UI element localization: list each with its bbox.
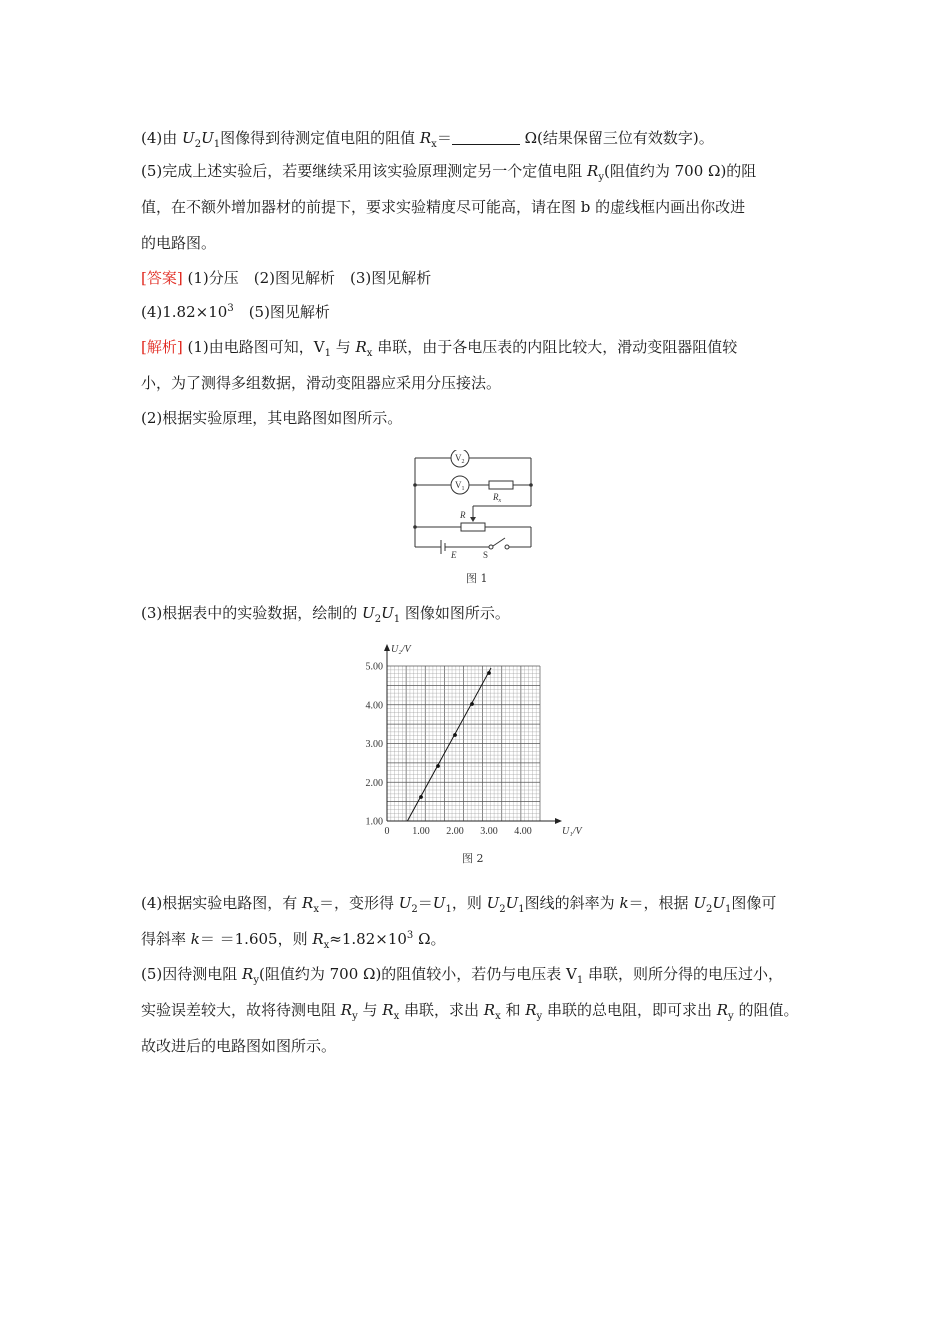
rheostat-r <box>461 523 485 531</box>
data-point <box>436 764 440 768</box>
svg-text:V1: $V_1$ <box>455 480 465 492</box>
svg-text:S: S <box>483 550 489 560</box>
data-point <box>470 702 474 706</box>
answer-tag: [答案] <box>141 269 183 287</box>
analysis-line-3: (2)根据实验原理，其电路图如图所示。 <box>141 409 403 427</box>
y-tick-label: 2.00 <box>365 777 383 789</box>
svg-text:Rx: $R_x$ <box>493 492 502 504</box>
y-axis-label: U₂/V <box>391 644 411 655</box>
x-tick-label: 0 <box>384 826 390 837</box>
analysis-4-line-2: 得斜率 k＝ ＝1.605，则 $R_x\approx 1.82\times 10^3$ Ω。 <box>141 930 446 951</box>
y-tick-label: 5.00 <box>365 661 383 673</box>
data-point <box>419 795 423 799</box>
question-5-line-3: 的电路图。 <box>141 234 217 252</box>
question-4: (4)由 $U_2U_1$图像得到待测定值电阻的阻值 $R_x= \Omega$(结果保留三位有效数字)。 <box>141 129 714 150</box>
resistor-rx <box>489 481 513 489</box>
analysis-5-line-2: 实验误差较大，故将待测电阻 $R_y$ 与 $R_x$ 串联，求出 $R_x$ 和 $R_y$ 串联的总电阻，即可求出 $R_y$ 的阻值。 <box>141 1001 799 1022</box>
data-point <box>453 733 457 737</box>
x-tick-label: 1.00 <box>412 826 430 837</box>
y-tick-label: 3.00 <box>365 739 383 750</box>
x-tick-label: 3.00 <box>480 826 498 837</box>
analysis-line-1: [解析] (1)由电路图可知，$V_1$ 与 $R_x$ 串联，由于各电压表的内阻比较大，滑动变阻器阻值较 <box>141 338 738 359</box>
x-tick-label: 4.00 <box>514 826 532 837</box>
x-axis-arrow <box>555 818 562 824</box>
analysis-5-line-3: 故改进后的电路图如图所示。 <box>141 1037 337 1055</box>
answer-line-1: [答案] (1)分压 (2)图见解析 (3)图见解析 <box>141 269 432 287</box>
svg-text:R: R <box>460 510 466 520</box>
analysis-line-2: 小，为了测得多组数据，滑动变阻器应采用分压接法。 <box>141 374 502 392</box>
analysis-line-4: (3)根据表中的实验数据，绘制的 $U_2U_1$ 图像如图所示。 <box>141 604 510 625</box>
data-point <box>487 671 491 675</box>
figure-1-caption: 图 1 <box>466 572 488 585</box>
analysis-5-line-1: (5)因待测电阻 $R_y$(阻值约为 700 Ω)的阻值较小，若仍与电压表 $V_1$ 串联，则所分得的电压过小， <box>141 965 784 986</box>
answer-blank[interactable] <box>452 130 520 145</box>
y-tick-label: 1.00 <box>365 816 383 828</box>
question-5-line-2: 值，在不额外增加器材的前提下，要求实验精度尽可能高，请在图 b 的虚线框内画出你改进 <box>141 198 746 216</box>
answer-line-2: $(4)1.82\times 10^3$ (5)图见解析 <box>141 303 330 321</box>
y-tick-label: 4.00 <box>365 700 383 712</box>
u2-u1-chart <box>345 640 605 845</box>
y-axis-arrow <box>384 644 390 651</box>
analysis-tag: [解析] <box>141 338 183 356</box>
x-tick-label: 2.00 <box>446 826 464 837</box>
figure-2-caption: 图 2 <box>462 852 484 865</box>
x-axis-label: U₁/V <box>562 826 582 837</box>
question-5-line-1: (5)完成上述实验后，若要继续采用该实验原理测定另一个定值电阻 $R_y$(阻值约为 700 Ω)的阻 <box>141 162 757 183</box>
svg-text:V2: $V_2$ <box>455 453 465 465</box>
circuit-diagram-figure-1 <box>405 450 545 570</box>
svg-text:E: E <box>451 550 457 560</box>
analysis-4-line-1: (4)根据实验电路图，有 $R_x=$，变形得 $U_2=U_1$，则 $U_2U_1$图线的斜率为 k＝，根据 $U_2U_1$图像可 <box>141 894 777 915</box>
switch-s <box>493 538 505 546</box>
